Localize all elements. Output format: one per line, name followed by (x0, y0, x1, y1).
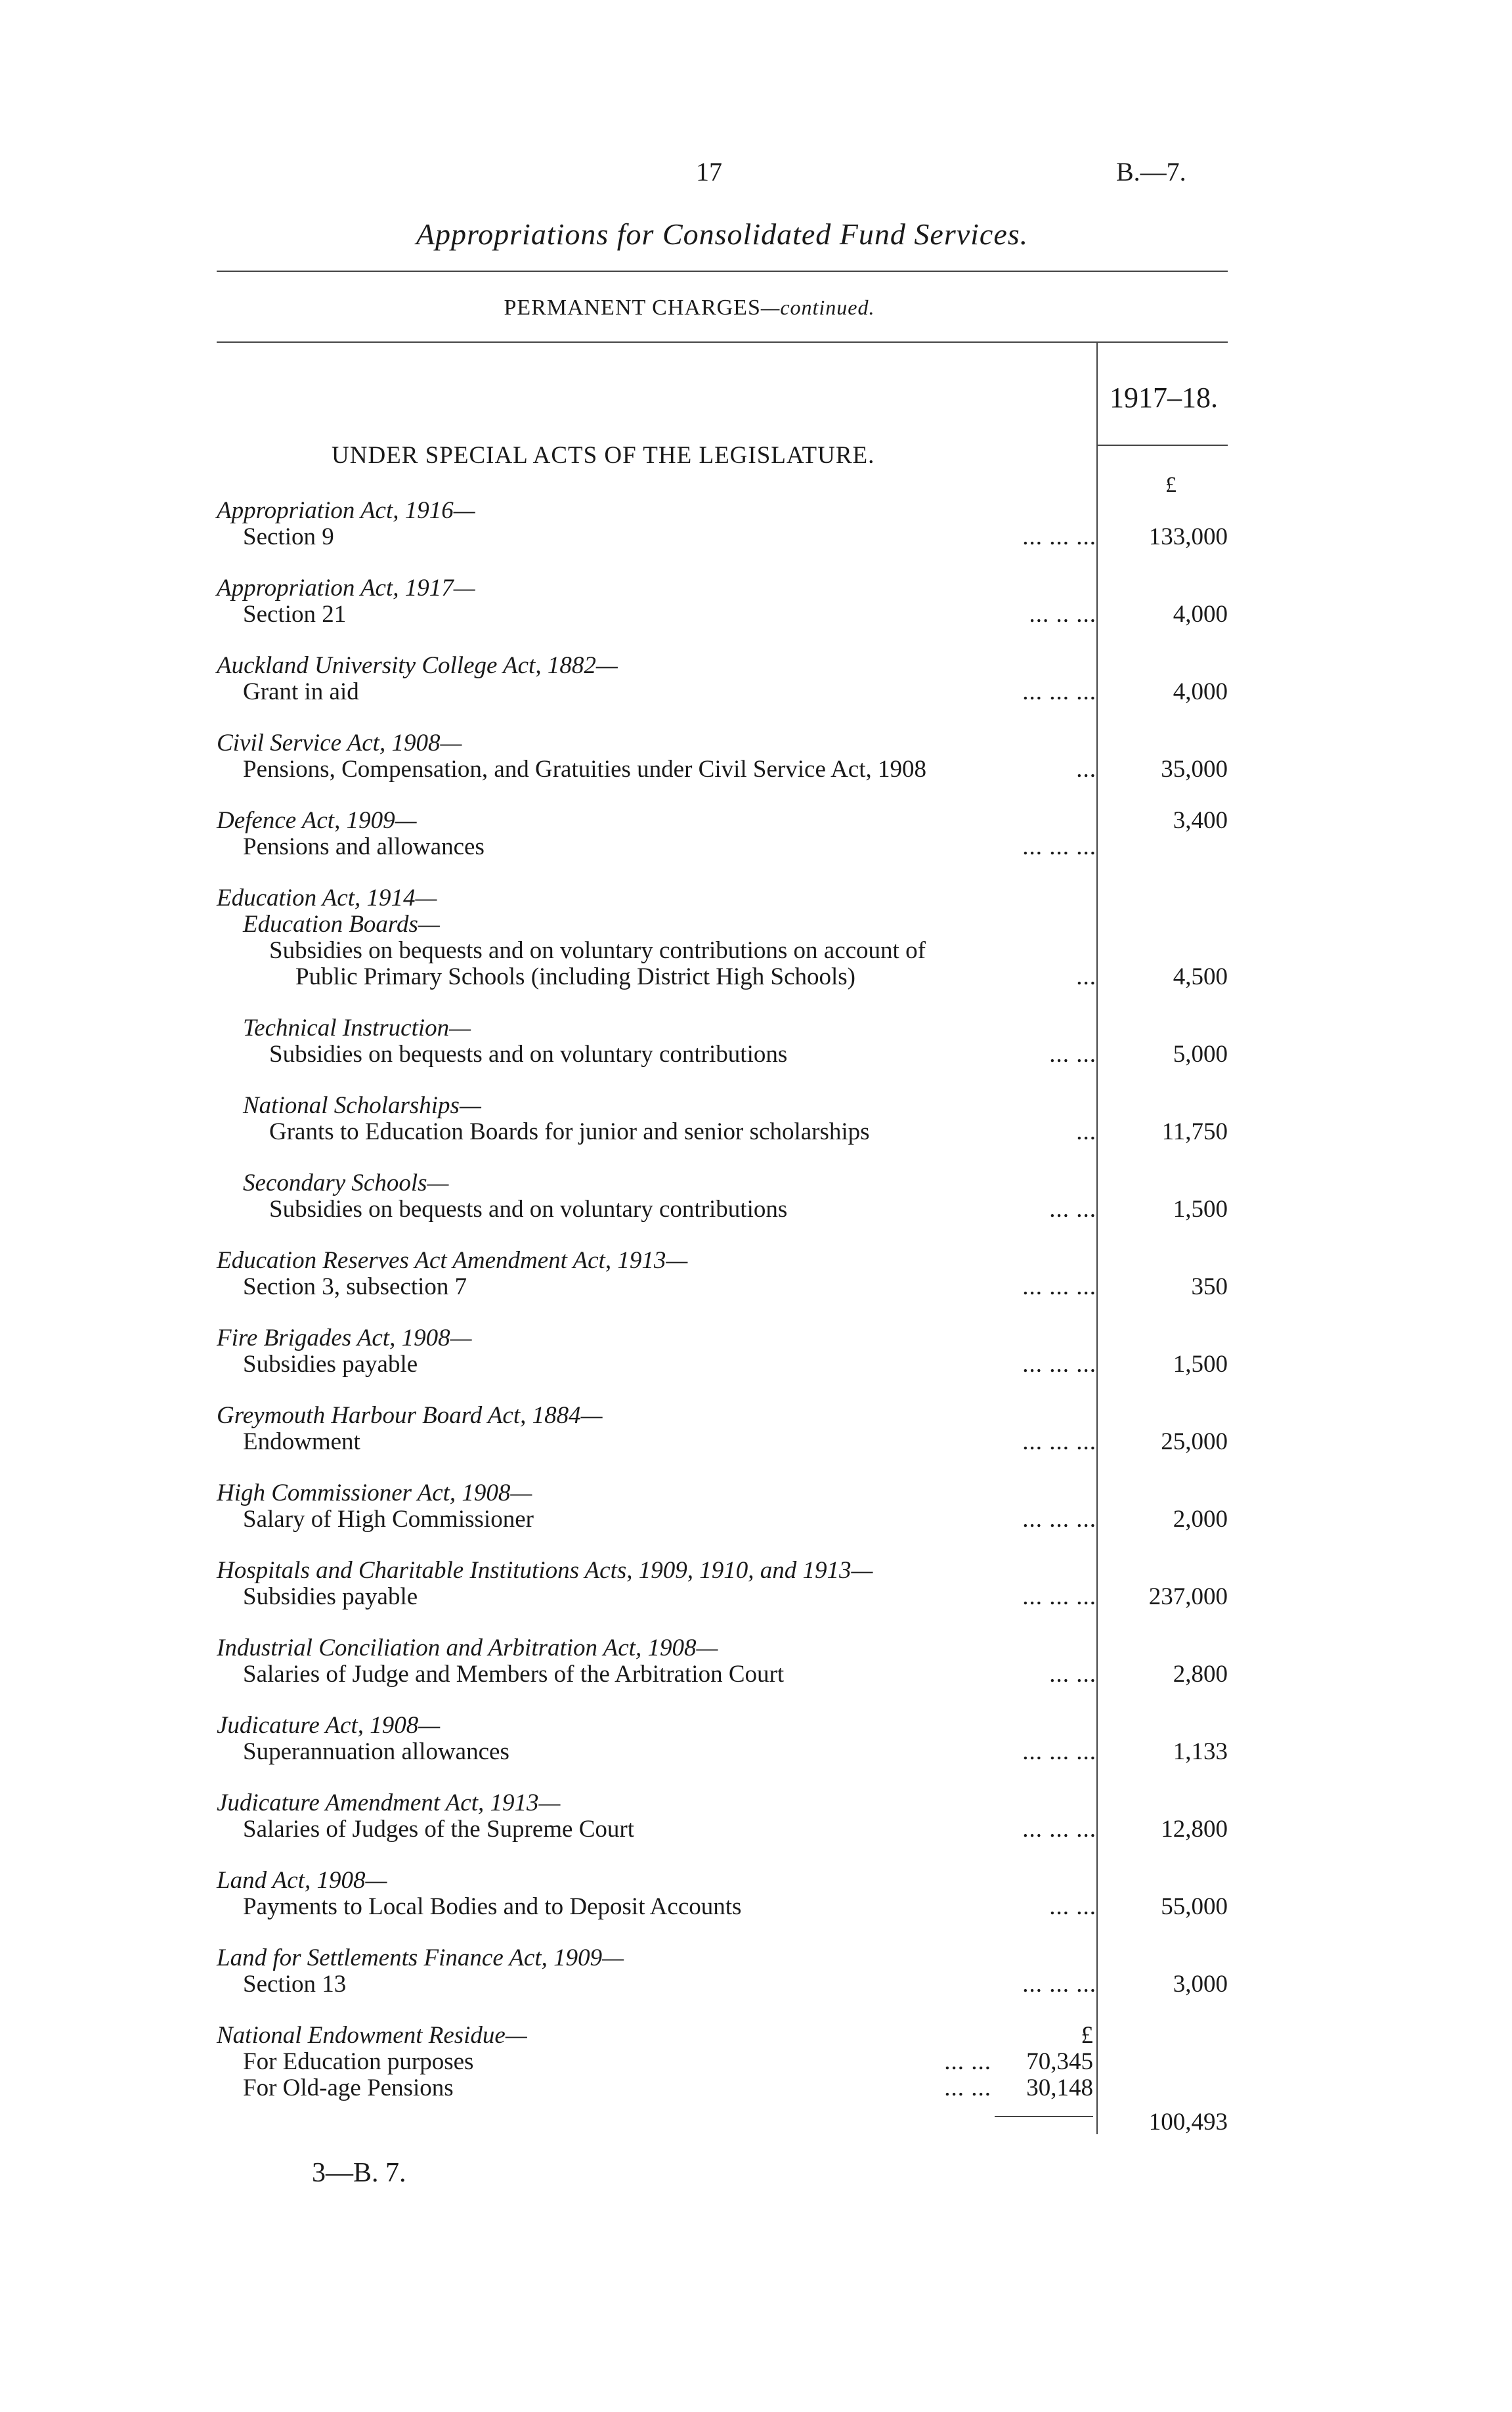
act-name: Appropriation Act, 1916— (217, 497, 475, 524)
table-row (217, 653, 1096, 705)
amount: 350 (1191, 1273, 1228, 1300)
table-row (217, 1790, 1096, 1843)
sub-act-name: Education Boards— (243, 911, 440, 938)
item-label: Pensions and allowances (243, 833, 485, 860)
table-row (217, 885, 1096, 990)
table-row (217, 1403, 1096, 1455)
table-row (217, 1713, 1096, 1765)
table-row (217, 1015, 1096, 1068)
act-name: Appropriation Act, 1917— (217, 575, 475, 602)
table-row (217, 1480, 1096, 1533)
sub-currency-symbol: £ (1081, 2022, 1093, 2049)
amount: 5,000 (1173, 1041, 1228, 1068)
item-label: Grant in aid (243, 678, 359, 705)
section-name: PERMANENT CHARGES (504, 296, 761, 320)
table-row (217, 808, 1096, 860)
sub-act-name: Secondary Schools— (243, 1170, 449, 1196)
act-name: Auckland University College Act, 1882— (217, 652, 618, 679)
table-row (217, 1325, 1096, 1378)
leader-dots: ... ... ... (1022, 1971, 1096, 1998)
item-label: Endowment (243, 1428, 360, 1455)
act-name: Civil Service Act, 1908— (217, 730, 462, 756)
subtotal-rule (995, 2116, 1093, 2117)
leader-dots: ... ... ... (1022, 1816, 1096, 1843)
table-row (217, 1248, 1096, 1300)
table-row (217, 730, 1096, 783)
amount: 4,000 (1173, 678, 1228, 705)
table-row (217, 1945, 1096, 1998)
item-label: Subsidies on bequests and on voluntary contributions (269, 1041, 788, 1068)
amount: 3,400 (1173, 807, 1228, 834)
amount: 237,000 (1148, 1583, 1228, 1610)
amount: 2,800 (1173, 1661, 1228, 1688)
leader-dots: ... ... ... (1022, 1506, 1096, 1533)
leader-dots: ... ... (944, 2048, 991, 2075)
title-rule (217, 271, 1228, 272)
column-year-header: 1917–18. (1110, 382, 1218, 414)
amount: 1,500 (1173, 1196, 1228, 1223)
leader-dots: ... ... ... (1022, 1273, 1096, 1300)
act-name: Judicature Amendment Act, 1913— (217, 1789, 561, 1816)
leader-dots: ... .. ... (1029, 601, 1096, 628)
act-name: National Endowment Residue— (217, 2022, 527, 2049)
leader-dots: ... ... ... (1022, 1738, 1096, 1765)
amount: 1,133 (1173, 1738, 1228, 1765)
amount: 35,000 (1161, 756, 1228, 783)
amount: 3,000 (1173, 1971, 1228, 1998)
leader-dots: ... ... ... (1022, 833, 1096, 860)
residue-item-label: For Old-age Pensions (243, 2074, 454, 2101)
act-name: Land Act, 1908— (217, 1867, 387, 1894)
sub-act-name: Technical Instruction— (243, 1015, 471, 1042)
table-row (217, 575, 1096, 628)
section-title (0, 296, 1379, 320)
item-label: Subsidies payable (243, 1351, 418, 1378)
amount: 25,000 (1161, 1428, 1228, 1455)
leader-dots: ... ... ... (1022, 678, 1096, 705)
act-name: Education Act, 1914— (217, 885, 437, 911)
sub-act-name: National Scholarships— (243, 1092, 481, 1119)
act-name: Education Reserves Act Amendment Act, 1913— (217, 1247, 688, 1274)
page-number: 17 (696, 157, 722, 186)
residue-item-amount: 30,148 (1026, 2074, 1093, 2101)
leader-dots: ... ... (944, 2074, 991, 2101)
item-label-continued: Public Primary Schools (including District High Schools) (295, 963, 856, 990)
page-title: Appropriations for Consolidated Fund Services. (416, 217, 1029, 251)
table-row (217, 1170, 1096, 1223)
item-label: Superannuation allowances (243, 1738, 509, 1765)
table-row (217, 498, 1096, 550)
amount: 1,500 (1173, 1351, 1228, 1378)
item-label: Salaries of Judge and Members of the Arbitration Court (243, 1661, 785, 1688)
leader-dots: ... ... ... (1022, 1351, 1096, 1378)
act-name: Fire Brigades Act, 1908— (217, 1325, 472, 1351)
table-row (217, 1635, 1096, 1688)
table-row (217, 1868, 1096, 1920)
leader-dots: ... ... ... (1022, 1428, 1096, 1455)
item-label: Section 13 (243, 1971, 347, 1998)
act-name: Defence Act, 1909— (217, 807, 417, 834)
act-name: Land for Settlements Finance Act, 1909— (217, 1944, 624, 1971)
currency-symbol: £ (1165, 473, 1177, 497)
act-name: Greymouth Harbour Board Act, 1884— (217, 1402, 603, 1429)
item-label: Salary of High Commissioner (243, 1506, 534, 1533)
residue-item-label: For Education purposes (243, 2048, 474, 2075)
leader-dots: ... ... ... (1022, 1583, 1096, 1610)
item-label: Subsidies on bequests and on voluntary contributions on account of (269, 937, 926, 964)
item-label: Section 3, subsection 7 (243, 1273, 467, 1300)
amount: 133,000 (1148, 523, 1228, 550)
residue-block (217, 2023, 991, 2101)
year-header-rule (1096, 445, 1228, 446)
act-name: High Commissioner Act, 1908— (217, 1480, 532, 1506)
footer-code: 3—B. 7. (312, 2158, 406, 2188)
leader-dots: ... ... (1049, 1893, 1096, 1920)
act-name: Industrial Conciliation and Arbitration Act, 1908— (217, 1634, 718, 1661)
item-label: Subsidies payable (243, 1583, 418, 1610)
table-top-rule (217, 341, 1228, 343)
item-label: Grants to Education Boards for junior and senior scholarships (269, 1118, 870, 1145)
item-label: Subsidies on bequests and on voluntary contributions (269, 1196, 788, 1223)
item-label: Salaries of Judges of the Supreme Court (243, 1816, 634, 1843)
item-label: Payments to Local Bodies and to Deposit Accounts (243, 1893, 742, 1920)
residue-total: 100,493 (1148, 2109, 1228, 2136)
act-name: Hospitals and Charitable Institutions Acts, 1909, 1910, and 1913— (217, 1557, 873, 1584)
item-label: Pensions, Compensation, and Gratuities under Civil Service Act, 1908 (243, 756, 927, 783)
residue-item-amount: 70,345 (1026, 2048, 1093, 2075)
item-label: Section 9 (243, 523, 334, 550)
act-name: Judicature Act, 1908— (217, 1712, 441, 1739)
leader-dots: ... (1076, 1118, 1096, 1145)
table-row (217, 1093, 1096, 1145)
leader-dots: ... (1076, 756, 1096, 783)
leader-dots: ... (1076, 963, 1096, 990)
amount: 4,000 (1173, 601, 1228, 628)
document-code: B.—7. (1116, 157, 1186, 186)
leader-dots: ... ... (1049, 1041, 1096, 1068)
amount: 55,000 (1161, 1893, 1228, 1920)
table-subheading: UNDER SPECIAL ACTS OF THE LEGISLATURE. (332, 442, 875, 469)
amount: 12,800 (1161, 1816, 1228, 1843)
item-label: Section 21 (243, 601, 347, 628)
leader-dots: ... ... (1049, 1661, 1096, 1688)
section-suffix: —continued. (760, 296, 875, 319)
leader-dots: ... ... (1049, 1196, 1096, 1223)
amount: 4,500 (1173, 963, 1228, 990)
leader-dots: ... ... ... (1022, 523, 1096, 550)
amount: 2,000 (1173, 1506, 1228, 1533)
table-row (217, 1558, 1096, 1610)
amount: 11,750 (1161, 1118, 1228, 1145)
